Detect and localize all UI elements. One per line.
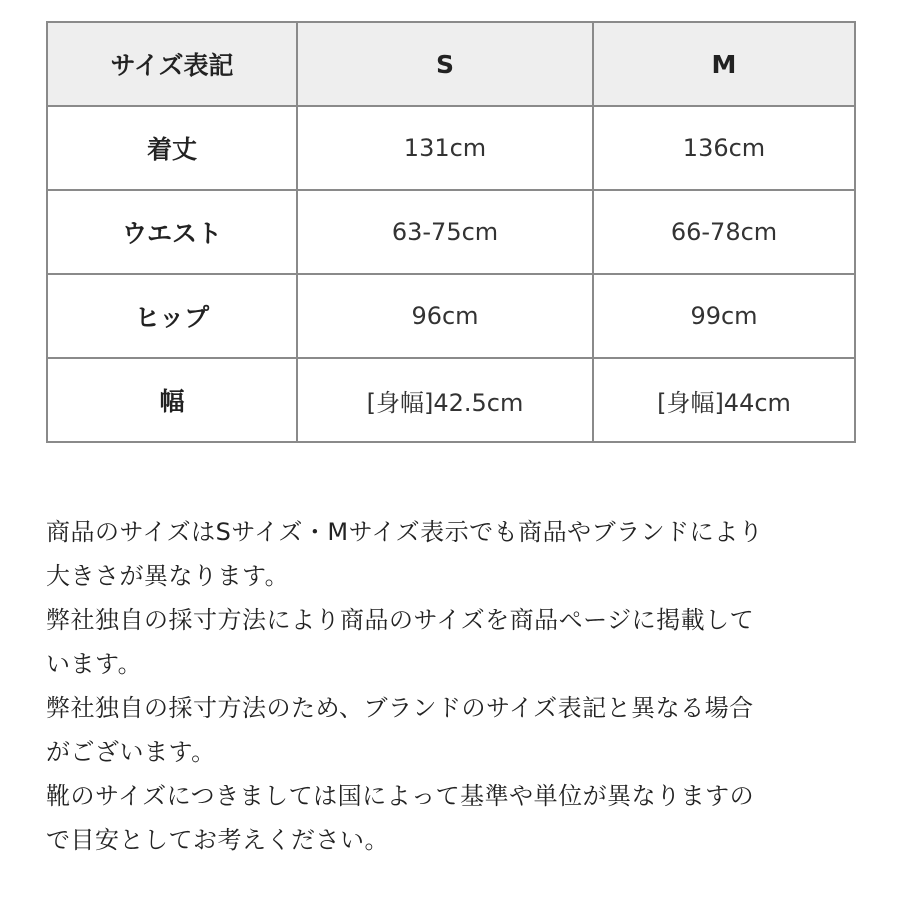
size-notes (46, 510, 866, 862)
note-paragraph: 靴のサイズにつきましては国によって基準や単位が異なりますの で目安としてお考えください。 (46, 782, 755, 854)
table-row (47, 358, 855, 442)
note-paragraph: 商品のサイズはSサイズ・Mサイズ表示でも商品やブランドにより 大きさが異なります。 (46, 518, 764, 590)
row-label-length: 着丈 (47, 106, 297, 190)
row-label-width: 幅 (47, 358, 297, 442)
cell-length-s: 131cm (297, 106, 593, 190)
cell-width-m: [身幅]44cm (593, 358, 855, 442)
size-chart-table (46, 21, 856, 443)
header-size-m: M (593, 22, 855, 106)
table-row (47, 274, 855, 358)
cell-waist-s: 63-75cm (297, 190, 593, 274)
cell-width-s: [身幅]42.5cm (297, 358, 593, 442)
header-size-s: S (297, 22, 593, 106)
table-row (47, 190, 855, 274)
row-label-waist: ウエスト (47, 190, 297, 274)
cell-length-m: 136cm (593, 106, 855, 190)
header-size-label: サイズ表記 (47, 22, 297, 106)
cell-hip-s: 96cm (297, 274, 593, 358)
cell-hip-m: 99cm (593, 274, 855, 358)
note-paragraph: 弊社独自の採寸方法のため、ブランドのサイズ表記と異なる場合 がございます。 (46, 694, 754, 766)
table-row (47, 106, 855, 190)
cell-waist-m: 66-78cm (593, 190, 855, 274)
table-header-row (47, 22, 855, 106)
row-label-hip: ヒップ (47, 274, 297, 358)
note-paragraph: 弊社独自の採寸方法により商品のサイズを商品ページに掲載して います。 (46, 606, 755, 678)
